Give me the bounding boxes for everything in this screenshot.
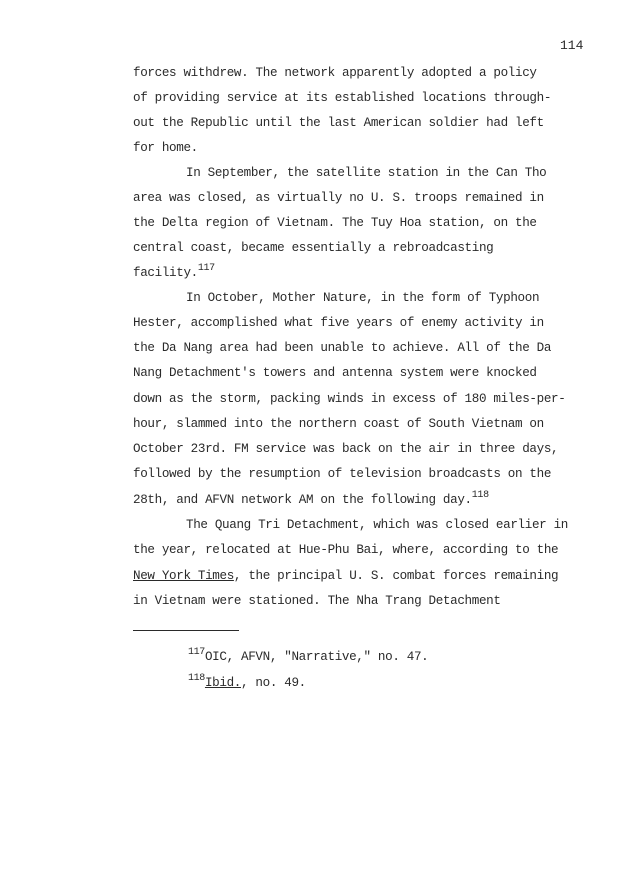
- footnote-reference: 117: [197, 263, 215, 274]
- footnote-number: 118: [188, 673, 205, 684]
- footnote: [188, 673, 306, 690]
- text-line: the Da Nang area had been unable to achieve. All of the Da: [133, 341, 552, 355]
- text-line: Hester, accomplished what five years of enemy activity in: [133, 316, 544, 330]
- footnote-number: 117: [188, 647, 205, 658]
- text-line: The Quang Tri Detachment, which was closed earlier in: [186, 518, 568, 532]
- footnote-separator: [133, 630, 239, 631]
- text-line: In September, the satellite station in the Can Tho: [186, 166, 547, 180]
- text-line: Nang Detachment's towers and antenna system were knocked: [133, 366, 537, 380]
- text-segment: 28th, and AFVN network AM on the following day.: [133, 493, 472, 507]
- text-line: for home.: [133, 141, 198, 155]
- footnote-text: , no. 49.: [241, 676, 306, 690]
- text-line: of providing service at its established locations through-: [133, 91, 552, 105]
- text-line: area was closed, as virtually no U. S. troops remained in: [133, 191, 544, 205]
- text-line: forces withdrew. The network apparently adopted a policy: [133, 66, 537, 80]
- text-line: in Vietnam were stationed. The Nha Trang Detachment: [133, 594, 501, 608]
- text-line: hour, slammed into the northern coast of South Vietnam on: [133, 417, 544, 431]
- text-line: [133, 263, 215, 280]
- footnote-reference: 118: [471, 490, 489, 501]
- text-line: out the Republic until the last American soldier had left: [133, 116, 544, 130]
- text-line: down as the storm, packing winds in excess of 180 miles-per-: [133, 392, 566, 406]
- footnote-ibid: Ibid.: [204, 676, 241, 690]
- footnote: [188, 647, 429, 664]
- text-line: the Delta region of Vietnam. The Tuy Hoa station, on the: [133, 216, 537, 230]
- text-line: [133, 490, 489, 507]
- text-line: [133, 569, 558, 583]
- publication-title: New York Times: [133, 569, 234, 583]
- text-line: In October, Mother Nature, in the form of Typhoon: [186, 291, 540, 305]
- page-number: 114: [560, 38, 584, 53]
- text-segment: facility.: [133, 266, 198, 280]
- text-line: central coast, became essentially a rebroadcasting: [133, 241, 494, 255]
- text-line: followed by the resumption of television broadcasts on the: [133, 467, 552, 481]
- text-segment: , the principal U. S. combat forces remaining: [233, 569, 559, 583]
- text-line: October 23rd. FM service was back on the air in three days,: [133, 442, 559, 456]
- footnote-text: OIC, AFVN, "Narrative," no. 47.: [204, 650, 429, 664]
- text-line: the year, relocated at Hue-Phu Bai, where, according to the: [133, 543, 559, 557]
